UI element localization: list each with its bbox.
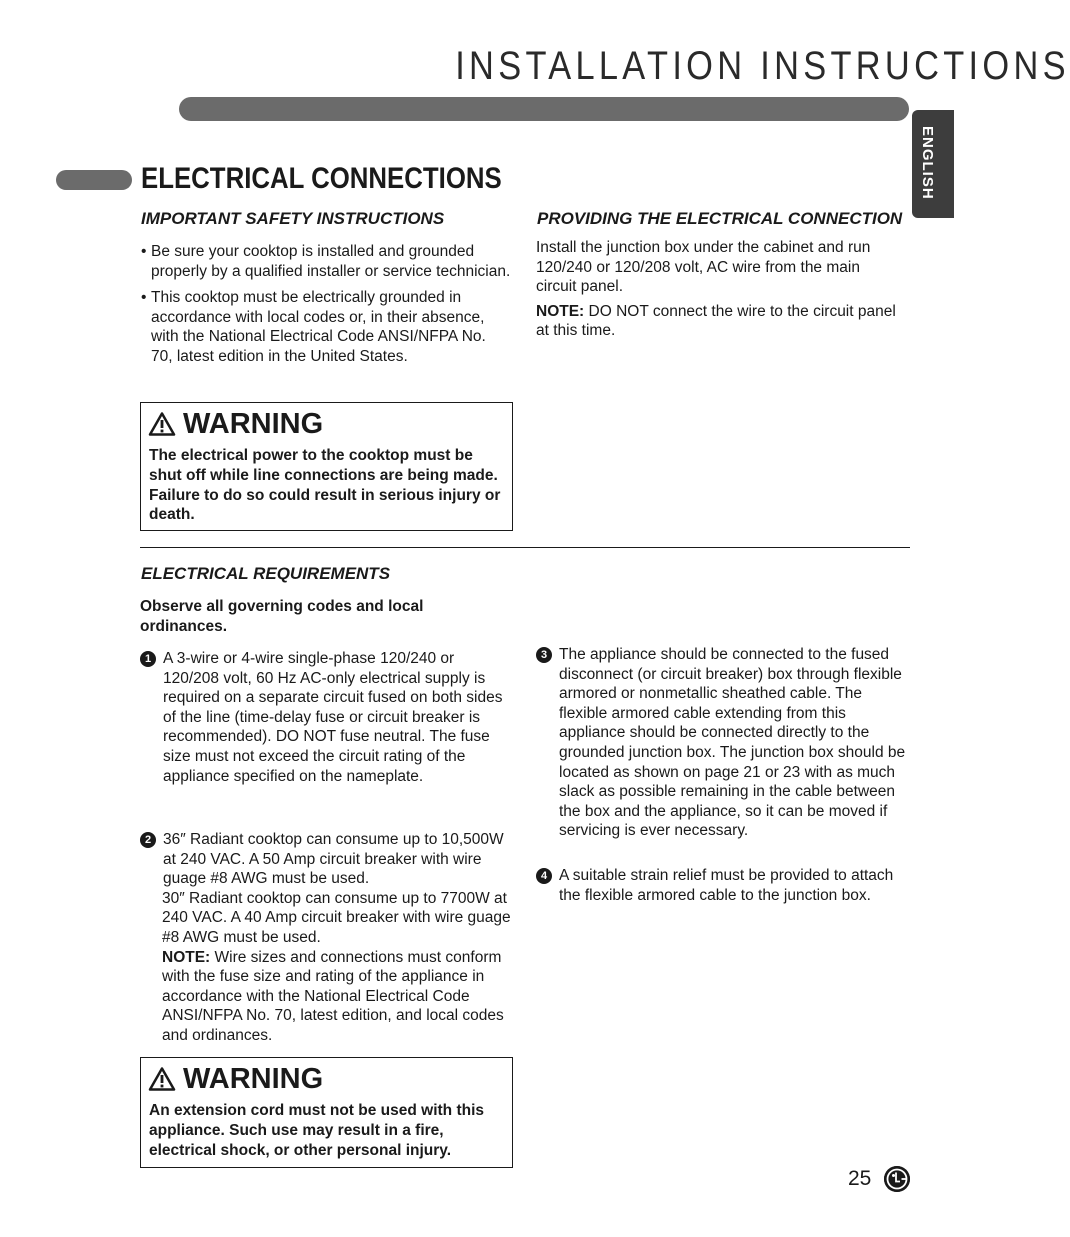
note-label: NOTE: [536, 302, 585, 320]
warning-title [141, 1061, 512, 1097]
number-badge: 2 [140, 832, 156, 848]
requirement-item-4 [536, 866, 908, 905]
warning-triangle-icon [149, 1067, 175, 1091]
lg-logo-icon [884, 1166, 910, 1192]
warning-title [141, 406, 512, 442]
providing-note [536, 302, 901, 341]
requirement-text: A suitable strain relief must be provided to attach the flexible armored cable to the junction box. [559, 867, 894, 904]
bullet-symbol: • [141, 243, 147, 260]
warning-title-text: WARNING [183, 407, 324, 440]
section-pill [56, 170, 132, 190]
list-item [536, 866, 908, 905]
language-tab [912, 110, 954, 218]
warning-triangle-icon [149, 412, 175, 436]
requirement-text-30in: 30″ Radiant cooktop can consume up to 7700W at 240 VAC. A 40 Amp circuit breaker with wire guage #8 AWG must be used. [162, 889, 511, 946]
requirement-item-3 [536, 645, 908, 841]
language-tab-label: ENGLISH [919, 126, 936, 200]
requirement-note [140, 948, 512, 1046]
page-number: 25 [848, 1167, 872, 1190]
warning-box-extension-cord [140, 1057, 513, 1168]
safety-bullet-text: Be sure your cooktop is installed and grounded properly by a qualified installer or service technician. [151, 243, 511, 280]
warning-text: The electrical power to the cooktop must be shut off while line connections are being made. Failure to do so could result in serious injury or death. [149, 447, 501, 524]
requirements-subhead: ELECTRICAL REQUIREMENTS [141, 564, 391, 583]
providing-subhead: PROVIDING THE ELECTRICAL CONNECTION [537, 209, 903, 228]
requirement-item-1 [140, 649, 510, 786]
section-heading: ELECTRICAL CONNECTIONS [141, 162, 502, 195]
warning-title-text: WARNING [183, 1062, 324, 1095]
providing-paragraph: Install the junction box under the cabinet and run 120/240 or 120/208 volt, AC wire from the main circuit panel. [536, 239, 871, 296]
title-bar [179, 97, 909, 121]
requirement-item-2 [140, 830, 512, 1046]
safety-bullet [141, 288, 511, 366]
number-badge: 3 [536, 647, 552, 663]
number-badge: 4 [536, 868, 552, 884]
section-divider [140, 547, 910, 548]
providing-body [536, 238, 901, 341]
list-item [140, 830, 512, 889]
requirements-intro: Observe all governing codes and local ordinances. [140, 598, 424, 635]
safety-bullet [141, 242, 511, 281]
safety-subhead: IMPORTANT SAFETY INSTRUCTIONS [141, 209, 445, 228]
note-label: NOTE: [162, 948, 211, 966]
warning-text: An extension cord must not be used with this appliance. Such use may result in a fire, electrical shock, or other personal injury. [149, 1102, 484, 1159]
requirement-text: A 3-wire or 4-wire single-phase 120/240 or 120/208 volt, 60 Hz AC-only electrical supply is required on a separate circuit fused on both sides of the line (time-delay fuse or circuit breaker is recommended). DO NOT fuse neutral. The fuse size must not exceed the circuit rating of the appliance specified on the nameplate. [163, 650, 503, 785]
requirement-text: The appliance should be connected to the fused disconnect (or circuit breaker) box through flexible armored or nonmetallic sheathed cable. The flexible armored cable extending from this appliance should be connected directly to the grounded junction box. The junction box should be located as shown on page 21 or 23 with as much slack as possible remaining in the cable between the box and the appliance, so it can be moved if servicing is ever necessary. [559, 646, 906, 840]
bullet-symbol: • [141, 289, 147, 307]
page-title: INSTALLATION INSTRUCTIONS [455, 44, 1070, 88]
safety-bullet-text: This cooktop must be electrically grounded in accordance with local codes or, in their absence, with the National Electrical Code ANSI/NFPA No. 70, latest edition in the United States. [151, 289, 486, 365]
note-text: DO NOT connect the wire to the circuit panel at this time. [536, 302, 896, 340]
number-badge: 1 [140, 651, 156, 667]
note-text: Wire sizes and connections must conform with the fuse size and rating of the appliance in accordance with the National Electrical Code ANSI/NFPA No. 70, latest edition, and local codes and ordinances. [162, 948, 504, 1044]
safety-bullets [141, 242, 511, 367]
list-item [140, 649, 510, 786]
warning-box-power [140, 402, 513, 531]
list-item [536, 645, 908, 841]
requirement-text: 36″ Radiant cooktop can consume up to 10,500W at 240 VAC. A 50 Amp circuit breaker with wire guage #8 AWG must be used. [163, 831, 504, 888]
